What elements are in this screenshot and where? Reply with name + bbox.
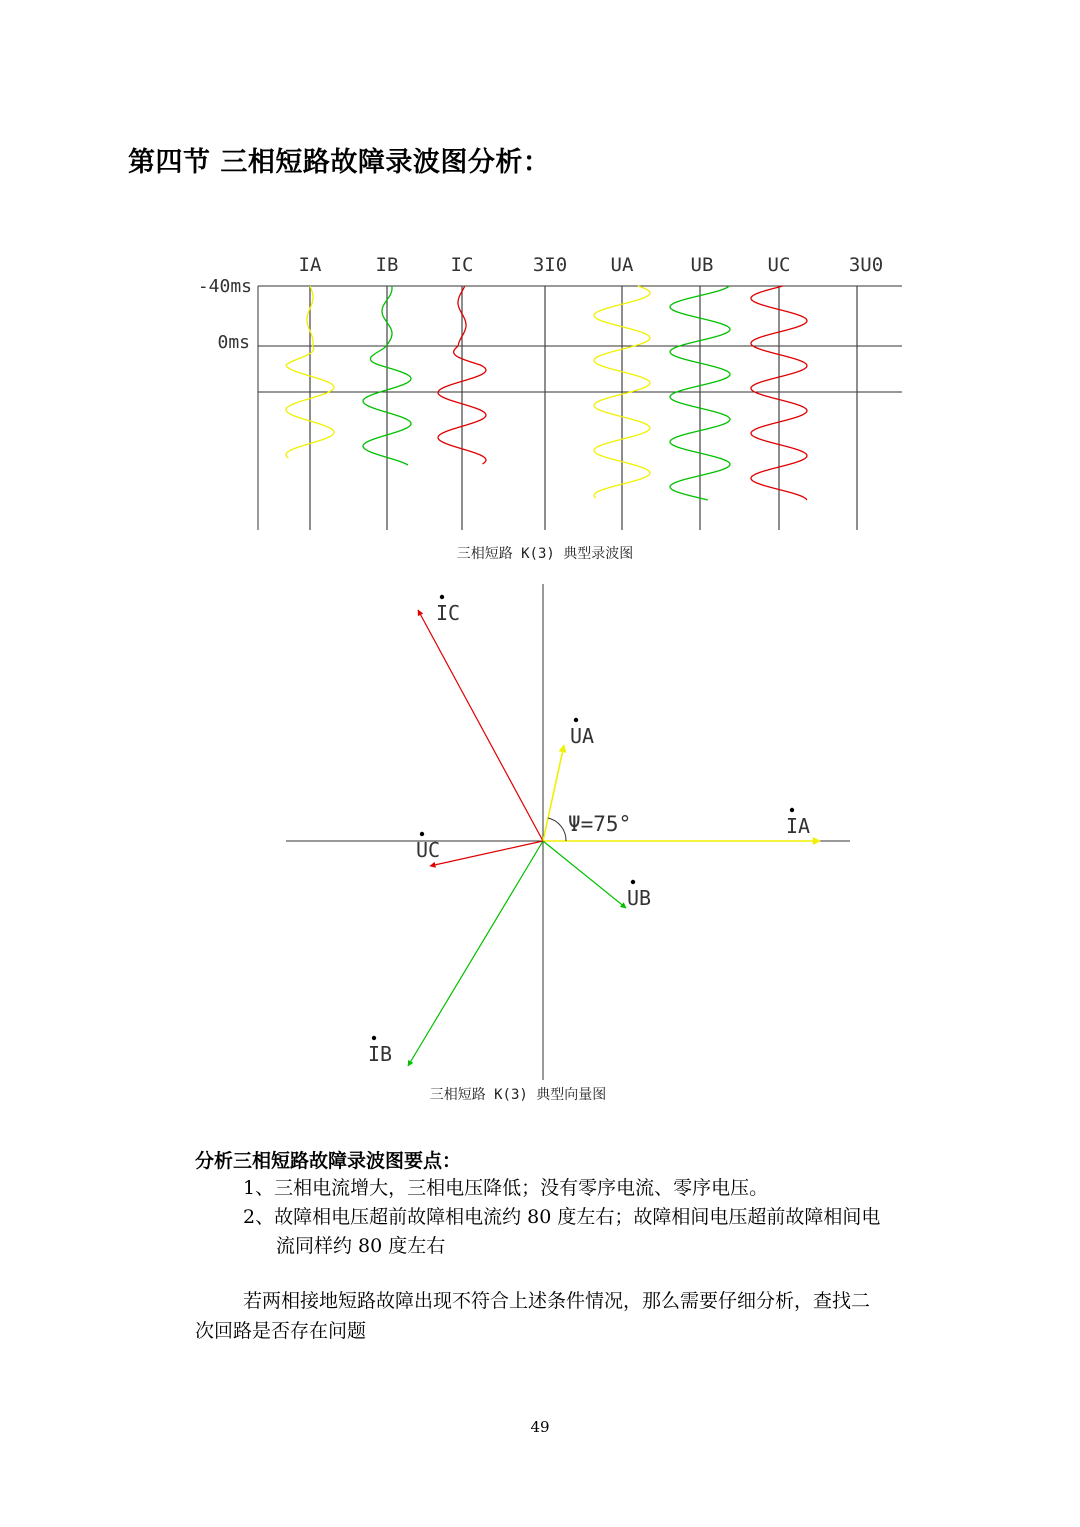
closing-paragraph-line-1: 若两相接地短路故障出现不符合上述条件情况，那么需要仔细分析，查找二 <box>243 1290 871 1312</box>
analysis-point-2-cont: 流同样约 80 度左右 <box>276 1235 446 1257</box>
channel-label-ua: UA <box>610 254 634 276</box>
channel-label-uc: UC <box>767 254 791 276</box>
page-title: 第四节 三相短路故障录波图分析： <box>128 147 551 178</box>
vector-uc <box>430 841 543 866</box>
angle-arc <box>548 818 566 841</box>
dot-ub <box>631 880 635 884</box>
dot-uc <box>420 832 424 836</box>
phasor-label-ia: IA <box>786 814 811 838</box>
channel-label-3i0: 3I0 <box>532 254 568 276</box>
dot-ia <box>790 808 794 812</box>
phasor-label-ub: UB <box>627 886 652 910</box>
time-label-0ms: 0ms <box>217 332 250 353</box>
page-number: 49 <box>530 1418 550 1436</box>
channel-label-ub: UB <box>690 254 714 276</box>
dot-ua <box>574 718 578 722</box>
phasor-caption: 三相短路 K(3) 典型向量图 <box>429 1087 607 1103</box>
time-label-minus40ms: -40ms <box>197 276 252 297</box>
channel-label-ib: IB <box>375 254 399 276</box>
angle-label: Ψ=75° <box>568 812 632 836</box>
analysis-heading: 分析三相短路故障录波图要点： <box>195 1150 462 1172</box>
phasor-label-ua: UA <box>570 724 595 748</box>
vector-ib <box>408 841 543 1066</box>
phasor-label-ic: IC <box>436 601 461 625</box>
channel-label-ic: IC <box>450 254 474 276</box>
analysis-point-2: 2、故障相电压超前故障相电流约 80 度左右；故障相间电压超前故障相间电 <box>243 1206 881 1228</box>
vector-ic <box>418 610 543 841</box>
phasor-label-ib: IB <box>368 1042 393 1066</box>
channel-label-3u0: 3U0 <box>848 254 884 276</box>
analysis-point-1: 1、三相电流增大，三相电压降低；没有零序电流、零序电压。 <box>243 1177 769 1199</box>
waveform-caption: 三相短路 K(3) 典型录波图 <box>456 546 634 562</box>
dot-ic <box>440 595 444 599</box>
closing-paragraph-line-2: 次回路是否存在问题 <box>195 1320 367 1342</box>
dot-ib <box>372 1036 376 1040</box>
channel-label-ia: IA <box>298 254 322 276</box>
phasor-label-uc: UC <box>416 838 441 862</box>
vector-ub <box>543 841 626 908</box>
